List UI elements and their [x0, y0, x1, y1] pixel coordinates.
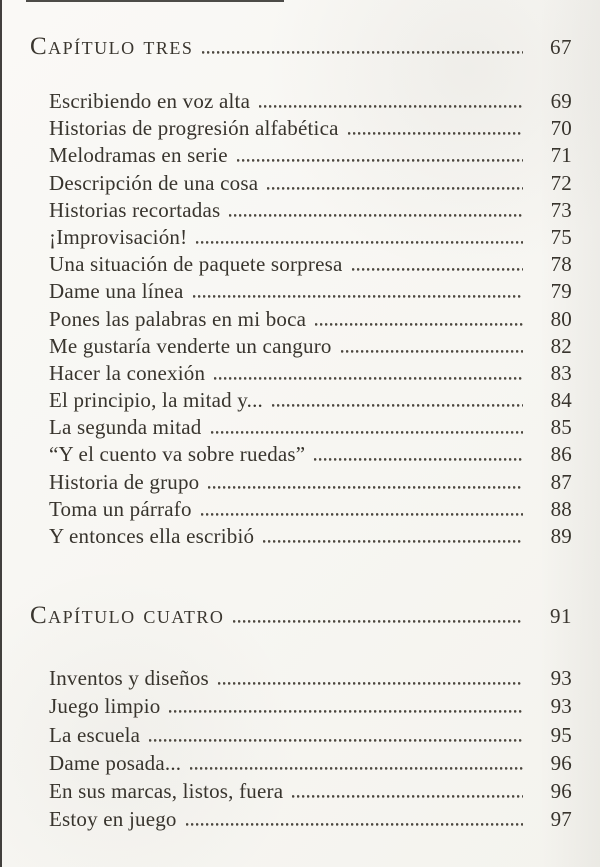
- entry-page-number: 70: [550, 116, 572, 141]
- entry-page-number: 69: [550, 89, 572, 113]
- entry-title: Inventos y diseños: [49, 666, 209, 691]
- toc-entry-row: [49, 360, 572, 387]
- toc-entry-row: [49, 496, 572, 523]
- entry-title: La escuela: [49, 722, 141, 747]
- toc-entry-row: [49, 170, 572, 197]
- dot-leader: [211, 431, 524, 434]
- dot-leader: [341, 350, 523, 353]
- entry-title: Y entonces ella escribió: [49, 524, 255, 548]
- entry-page-number: 86: [550, 442, 572, 467]
- chapter-row: [30, 32, 572, 62]
- entry-page-number: 73: [550, 197, 572, 222]
- toc-entry-row: [49, 224, 572, 251]
- entry-page-number: 83: [550, 360, 572, 385]
- toc-entry-row: [49, 142, 572, 169]
- dot-leader: [315, 323, 523, 326]
- entry-title: Historias recortadas: [49, 197, 221, 222]
- dot-leader: [186, 823, 523, 826]
- entry-title: Juego limpio: [49, 694, 161, 719]
- toc-entry-row: [49, 414, 572, 441]
- chapter-row: [30, 601, 572, 631]
- toc-section: [30, 32, 572, 550]
- chapter-entries: [49, 88, 572, 550]
- entry-page-number: 85: [550, 415, 572, 440]
- toc-entry-row: [49, 805, 572, 833]
- entry-page-number: 78: [550, 252, 572, 277]
- dot-leader: [267, 187, 523, 190]
- entry-page-number: 89: [550, 524, 572, 548]
- entry-title: En sus marcas, listos, fuera: [49, 778, 284, 803]
- chapter-page-number: 67: [550, 35, 572, 59]
- dot-leader: [193, 295, 523, 298]
- chapter-page-number: 91: [550, 604, 572, 629]
- entry-page-number: 82: [550, 333, 572, 358]
- chapter-entries: [49, 664, 572, 833]
- dot-leader: [149, 739, 523, 742]
- entry-title: Hacer la conexión: [49, 360, 206, 385]
- dot-leader: [272, 404, 523, 407]
- toc-entry-row: [49, 523, 572, 550]
- dot-leader: [348, 132, 523, 135]
- dot-leader: [214, 377, 523, 380]
- entry-title: Toma un párrafo: [49, 496, 192, 521]
- dot-leader: [263, 540, 523, 543]
- dot-leader: [208, 486, 523, 489]
- entry-title: Me gustaría venderte un canguro: [49, 333, 332, 358]
- dot-leader: [229, 214, 523, 217]
- entry-title: Historias de progresión alfabética: [49, 116, 339, 141]
- entry-page-number: 95: [550, 722, 572, 747]
- entry-page-number: 93: [550, 694, 572, 719]
- toc-section: [30, 601, 572, 833]
- dot-leader: [237, 159, 523, 162]
- toc-entry-row: [49, 441, 572, 468]
- entry-page-number: 84: [550, 388, 572, 413]
- entry-title: Historia de grupo: [49, 469, 200, 494]
- entry-page-number: 80: [550, 306, 572, 331]
- toc-entry-row: [49, 88, 572, 115]
- entry-page-number: 72: [550, 170, 572, 195]
- dot-leader: [259, 105, 523, 108]
- entry-page-number: 79: [550, 279, 572, 304]
- entry-title: “Y el cuento va sobre ruedas”: [49, 442, 306, 467]
- entry-page-number: 93: [550, 666, 572, 691]
- entry-title: Descripción de una cosa: [49, 170, 259, 195]
- toc-entry-row: [49, 692, 572, 720]
- toc-entry-row: [49, 721, 572, 749]
- toc-entry-row: [49, 115, 572, 142]
- entry-title: Escribiendo en voz alta: [49, 89, 251, 113]
- dot-leader: [190, 767, 523, 770]
- entry-page-number: 75: [550, 224, 572, 249]
- chapter-title: Capítulo cuatro: [30, 602, 225, 630]
- entry-title: Estoy en juego: [49, 807, 177, 832]
- entry-title: Dame posada...: [49, 750, 182, 775]
- toc-entry-row: [49, 333, 572, 360]
- entry-title: Dame una línea: [49, 279, 184, 304]
- dot-leader: [218, 682, 523, 685]
- dot-leader: [233, 620, 523, 623]
- dot-leader: [292, 795, 523, 798]
- toc-entry-row: [49, 777, 572, 805]
- entry-page-number: 88: [550, 496, 572, 521]
- dot-leader: [314, 458, 523, 461]
- toc-entry-row: [49, 278, 572, 305]
- toc-entry-row: [49, 306, 572, 333]
- toc-entry-row: [49, 387, 572, 414]
- entry-title: La segunda mitad: [49, 415, 202, 440]
- dot-leader: [169, 710, 523, 713]
- entry-title: Melodramas en serie: [49, 143, 228, 168]
- entry-title: Pones las palabras en mi boca: [49, 306, 307, 331]
- toc-entry-row: [49, 749, 572, 777]
- entry-page-number: 96: [550, 750, 572, 775]
- entry-page-number: 96: [550, 778, 572, 803]
- entry-page-number: 97: [550, 807, 572, 832]
- dot-leader: [202, 51, 523, 54]
- toc-entry-row: [49, 197, 572, 224]
- dot-leader: [201, 513, 523, 516]
- toc-entry-row: [49, 251, 572, 278]
- dot-leader: [352, 268, 524, 271]
- chapter-title: Capítulo tres: [30, 33, 194, 60]
- toc-entry-row: [49, 664, 572, 692]
- entry-page-number: 71: [550, 143, 572, 168]
- entry-page-number: 87: [550, 469, 572, 494]
- entry-title: Una situación de paquete sorpresa: [49, 252, 343, 277]
- entry-title: ¡Improvisación!: [49, 224, 188, 249]
- toc-entry-row: [49, 469, 572, 496]
- dot-leader: [196, 241, 523, 244]
- entry-title: El principio, la mitad y...: [49, 388, 263, 413]
